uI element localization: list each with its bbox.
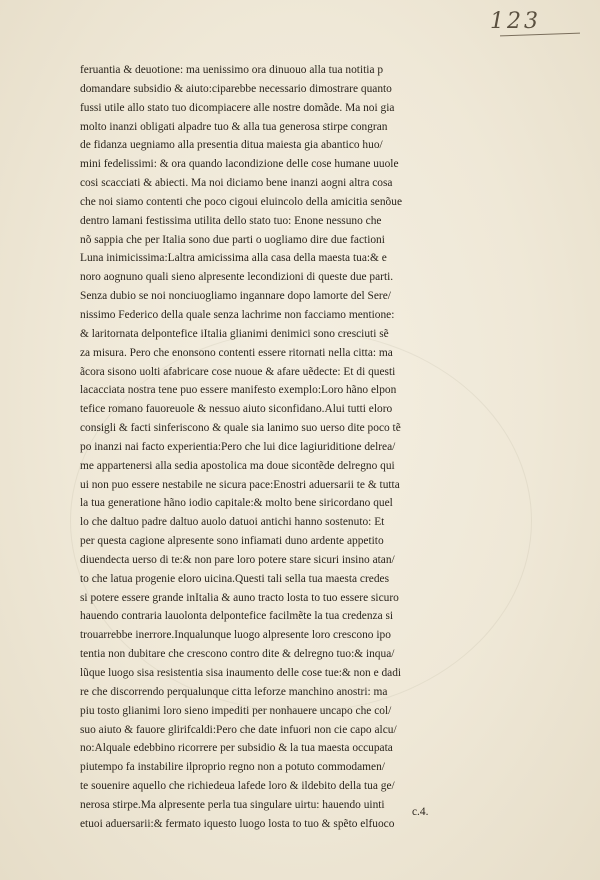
text-line: fussi utile allo stato tuo dicompiacere alle nostre domãde. Ma noi gia [80, 101, 395, 114]
text-line: feruantia & deuotione: ma uenissimo ora dinuouo alla tua notitia p [80, 64, 384, 76]
text-line: za misura. Pero che enonsono contenti essere ritornati nella citta: ma [80, 346, 393, 359]
text-line: nissimo Federico della quale senza lachrime non facciamo mentione: [80, 308, 395, 321]
text-line: consigli & facti sinferiscono & quale sia lanimo suo uerso dite poco tẽ [80, 422, 401, 435]
text-line: trouarrebbe inerrore.Inqualunque luogo alpresente loro crescono ipo [80, 629, 391, 642]
text-line: cosi scacciati & abiecti. Ma noi diciamo bene inanzi aogni altra cosa [80, 177, 393, 190]
text-line: la tua generatione hãno iodio capitale:& molto bene siricordano quel [80, 497, 393, 510]
text-line: tefice romano fauoreuole & nessuo aiuto siconfidano.Alui tutti eloro [80, 403, 393, 416]
text-line: suo aiuto & fauore glirifcaldi:Pero che date infuori non cie capo alcu/ [80, 723, 397, 736]
text-line: de fidanza uegniamo alla presentia ditua maiesta gia abantico huo/ [80, 139, 383, 152]
text-line: te souenire aquello che richiedeua lafede loro & ildebito della tua ge/ [80, 780, 395, 793]
text-line: dentro lamani festissima utilita dello stato tuo: Enone nessuno che [80, 214, 382, 227]
text-line: ãcora sisono uolti afabricare cose nuoue & afare uẽdecte: Et di questi [80, 365, 396, 378]
text-line: etuoi aduersarii:& fermato iquesto luogo losta to tuo & spẽto elfuoco [80, 817, 395, 830]
folio-number: 123 [490, 9, 541, 34]
text-line: nerosa stirpe.Ma alpresente perla tua singulare uirtu: hauendo uinti [80, 798, 385, 811]
text-line: nõ sappia che per Italia sono due parti o uogliamo dire due factioni [80, 233, 385, 246]
text-block [80, 61, 520, 834]
text-line: mini fedelissimi: & ora quando lacondizione delle cose humane uuole [80, 158, 399, 171]
text-line: Senza dubio se noi nonciuogliamo ingannare dopo lamorte del Sere/ [80, 290, 391, 303]
text-line: noro aognuno quali sieno alpresente lecondizioni di queste due parti. [80, 271, 394, 284]
text-line: me appartenersi alla sedia apostolica ma doue sicontẽde delregno qui [80, 459, 395, 472]
text-line: lacacciata nostra tene puo essere manifesto exemplo:Loro hãno elpon [80, 384, 397, 397]
text-line: molto inanzi obligati alpadre tuo & alla tua generosa stirpe congran [80, 120, 388, 133]
text-line: Luna inimicissima:Laltra amicissima alla casa della maesta tua:& e [80, 252, 387, 265]
text-line: piutempo fa instabilire ilproprio regno non a potuto commodamen/ [80, 761, 385, 774]
text-line: si potere essere grande inItalia & auno tracto losta to tuo essere sicuro [80, 591, 399, 604]
text-line: ui non puo essere nestabile ne sicura pace:Enostri aduersarii te & tutta [80, 478, 400, 491]
text-line: diuendecta uerso di te:& non pare loro potere stare sicuri insino atan/ [80, 553, 395, 566]
text-line: hauendo contraria lauolonta delpontefice facilmẽte la tua credenza si [80, 610, 394, 623]
text-line: re che discorrendo perqualunque citta leforze manchino anostri: ma [80, 685, 388, 698]
text-line: per questa cagione alpresente sono infiamati duno ardente appetito [80, 535, 384, 548]
text-line: che noi siamo contenti che poco cigoui eluincolo della amicitia senõue [80, 195, 402, 208]
text-line: no:Alquale edebbino ricorrere per subsidio & la tua maesta occupata [80, 742, 393, 755]
text-line: to che latua progenie eloro uicina.Questi tali sella tua maesta credes [80, 572, 390, 585]
text-line: & laritornata delpontefice iItalia glianimi denimici sono cresciuti sẽ [80, 327, 389, 340]
text-line: domandare subsidio & aiuto:ciparebbe necessario dimostrare quanto [80, 82, 392, 95]
signature-mark: c.4. [412, 806, 429, 818]
text-line: lũque luogo sisa resistentia sisa inaumento delle cose tue:& non e dadi [80, 667, 402, 679]
text-line: piu tosto glianimi loro sieno impediti per nonhauere uncapo che col/ [80, 704, 392, 717]
text-line: tentia non dubitare che crescono contro dite & delregno tuo:& inqua/ [80, 648, 395, 661]
text-line: po inanzi nai facto experientia:Pero che lui dice lagiuriditione delrea/ [80, 440, 396, 453]
text-line: lo che daltuo padre daltuo auolo datuoi antichi hanno sostenuto: Et [80, 516, 385, 529]
